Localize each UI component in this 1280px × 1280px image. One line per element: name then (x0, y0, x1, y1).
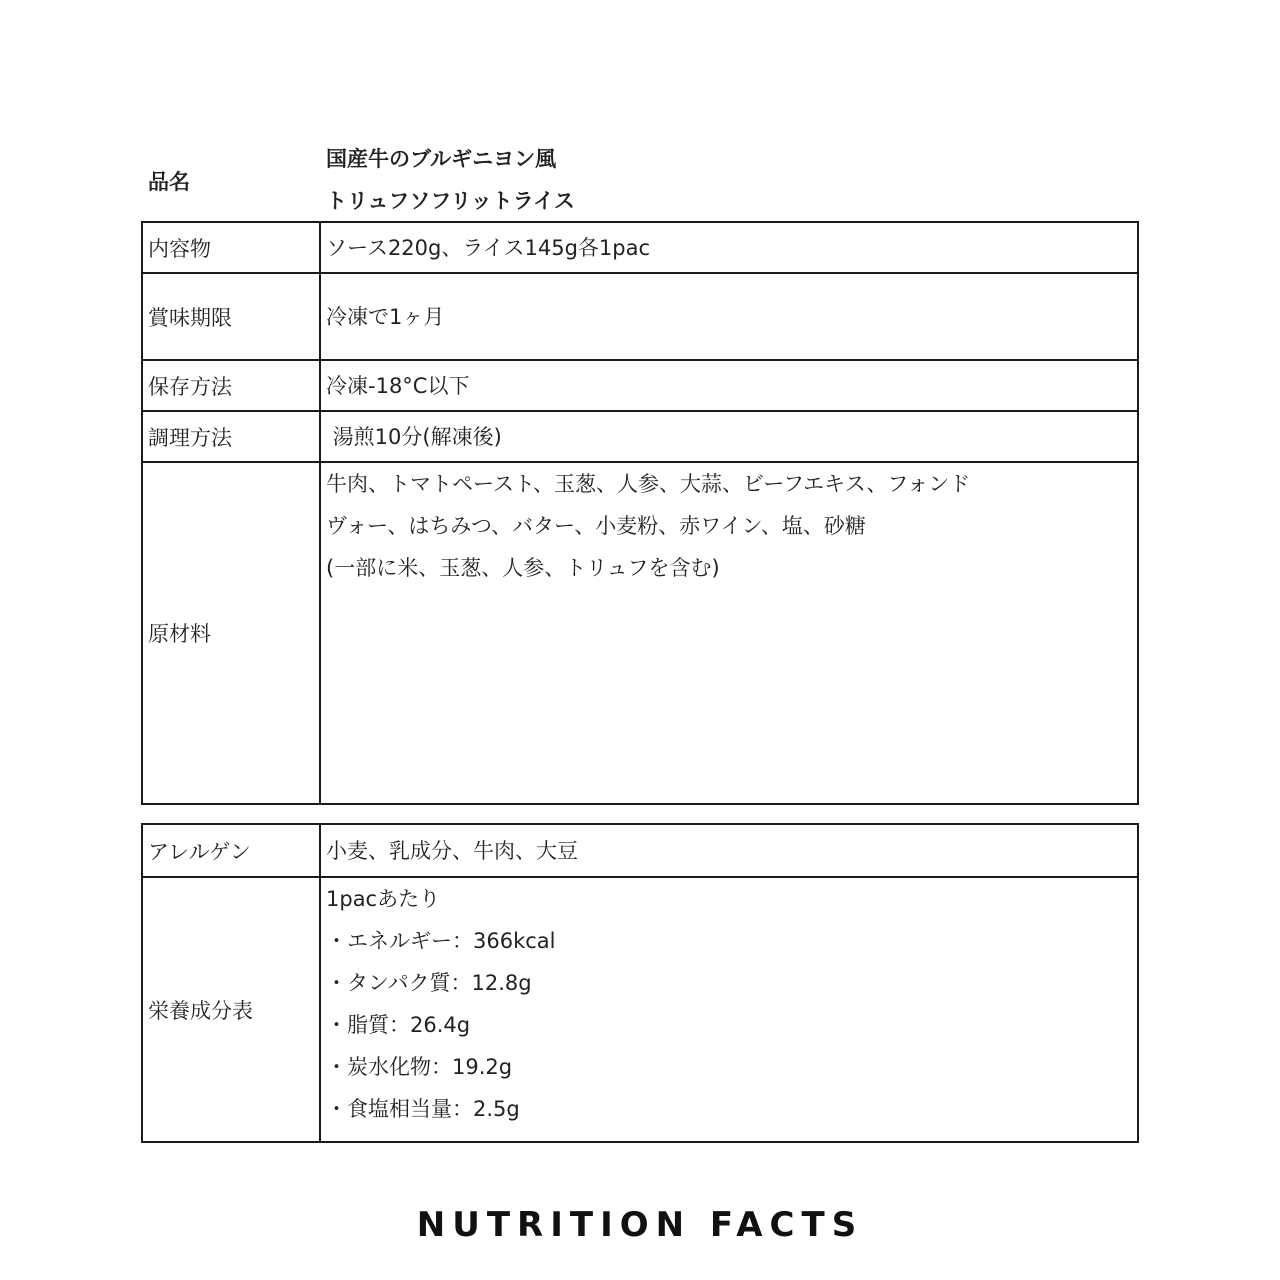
row-key: 内容物 (142, 222, 320, 273)
row-value (320, 222, 1138, 273)
row-key: 賞味期限 (142, 273, 320, 360)
row-value (320, 877, 1138, 1142)
table-row (142, 824, 1138, 877)
value-line: ソース220g、ライス145g各1pac (326, 235, 651, 260)
product-name-value (326, 138, 575, 222)
row-key: 調理方法 (142, 411, 320, 462)
nutrition-table (141, 823, 1139, 1143)
value-line: 小麦、乳成分、牛肉、大豆 (326, 838, 578, 863)
row-value (320, 411, 1138, 462)
value-line: 冷凍-18°C以下 (326, 373, 470, 398)
table-row (142, 411, 1138, 462)
row-value (320, 360, 1138, 411)
value-line: 1pacあたり (326, 887, 441, 911)
value-line: ・脂質：26.4g (326, 1013, 471, 1037)
row-key: 原材料 (142, 462, 320, 804)
table-row (142, 877, 1138, 1142)
row-key: アレルゲン (142, 824, 320, 877)
table-row (142, 462, 1138, 804)
row-key: 保存方法 (142, 360, 320, 411)
product-name-block (142, 138, 1138, 222)
value-line: ・エネルギー：366kcal (326, 929, 556, 953)
row-value (320, 462, 1138, 804)
value-line: ・炭水化物：19.2g (326, 1055, 513, 1079)
value-line: ・タンパク質：12.8g (326, 971, 532, 995)
footer-title: NUTRITION FACTS (416, 1205, 864, 1245)
value-line: ヴォー、はちみつ、バター、小麦粉、赤ワイン、塩、砂糖 (326, 514, 866, 538)
table-row (142, 273, 1138, 360)
product-name-label: 品名 (148, 170, 190, 194)
value-line: 湯煎10分(解凍後) (326, 424, 502, 449)
product-name-line: 国産牛のブルギニヨン風 (326, 147, 557, 171)
row-value (320, 273, 1138, 360)
value-line: 冷凍で1ヶ月 (326, 304, 445, 329)
spec-table (141, 221, 1139, 805)
product-name-line: トリュフソフリットライス (326, 189, 575, 213)
table-row (142, 222, 1138, 273)
row-value (320, 824, 1138, 877)
value-line: (一部に米、玉葱、人参、トリュフを含む) (326, 556, 720, 580)
row-key: 栄養成分表 (142, 877, 320, 1142)
value-line: ・食塩相当量：2.5g (326, 1097, 520, 1121)
table-row (142, 360, 1138, 411)
value-line: 牛肉、トマトペースト、玉葱、人参、大蒜、ビーフエキス、フォンド (326, 472, 971, 496)
